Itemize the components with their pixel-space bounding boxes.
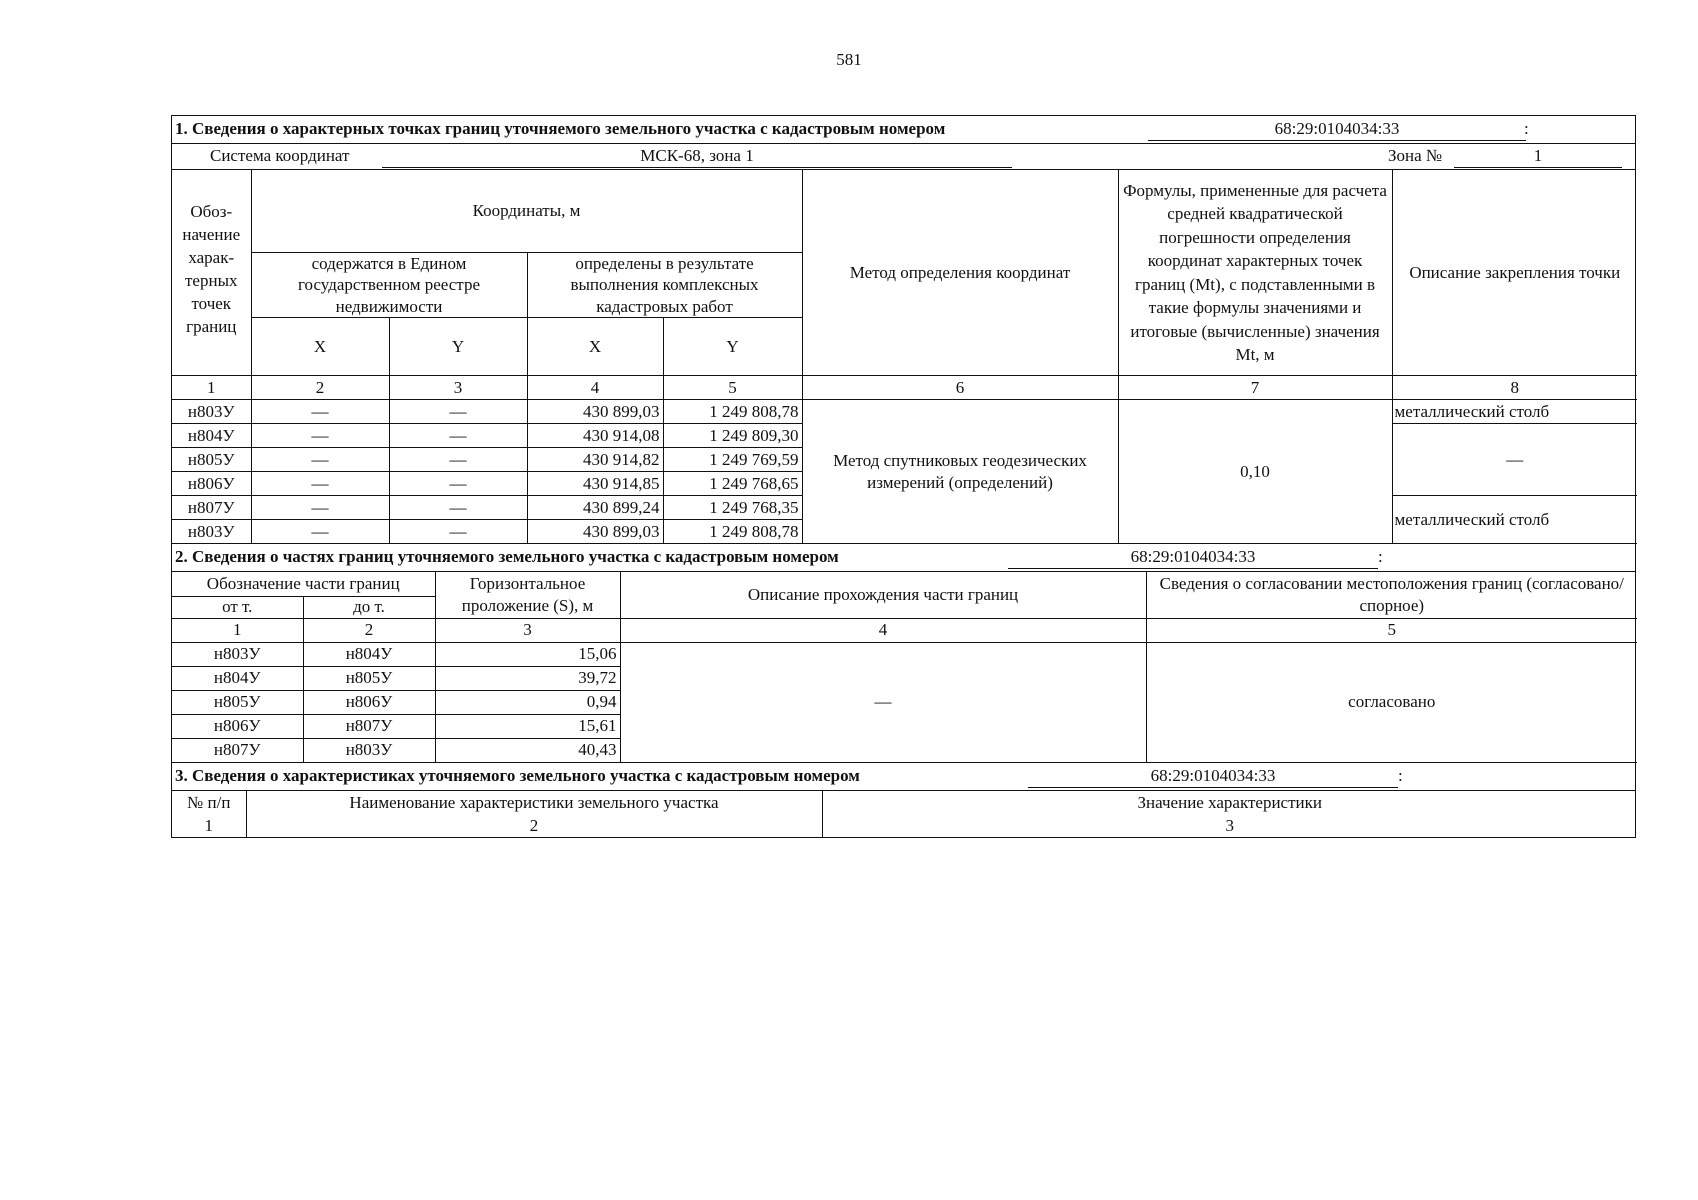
from-point: н806У xyxy=(172,714,303,738)
x-egrn-value: — xyxy=(251,496,389,520)
complex-header: определены в результате выполнения комплексных кадастровых работ xyxy=(527,252,802,318)
col-number: 8 xyxy=(1392,376,1637,400)
col-number: 6 xyxy=(802,376,1118,400)
zone-label: Зона № xyxy=(1388,146,1443,165)
section1-header xyxy=(172,116,1635,144)
points-header-row xyxy=(172,170,1637,252)
part-header: Обозначение части границ xyxy=(172,572,435,596)
to-point: н805У xyxy=(303,666,435,690)
col-number: 2 xyxy=(303,618,435,642)
from-point: н803У xyxy=(172,642,303,666)
y-egrn-value: — xyxy=(389,520,527,544)
agreement-header: Сведения о согласовании местоположения границ (согласовано/спорное) xyxy=(1146,572,1637,618)
col-number: 2 xyxy=(246,815,822,837)
col-number: 3 xyxy=(389,376,527,400)
col-number: 2 xyxy=(251,376,389,400)
y-egrn-value: — xyxy=(389,472,527,496)
section3-header xyxy=(172,763,1635,791)
table-row xyxy=(172,400,1637,424)
section2-header xyxy=(172,544,1635,572)
y-egrn-header: Y xyxy=(389,318,527,376)
to-point: н804У xyxy=(303,642,435,666)
col-number: 5 xyxy=(1146,618,1637,642)
section3-cadastral-number: 68:29:0104034:33 xyxy=(1028,766,1398,788)
from-header: от т. xyxy=(172,596,303,618)
point-id: н804У xyxy=(172,424,251,448)
mt-value: 0,10 xyxy=(1118,400,1392,544)
x-header: X xyxy=(527,318,663,376)
col-number: 7 xyxy=(1118,376,1392,400)
y-value: 1 249 808,78 xyxy=(663,400,802,424)
length-value: 0,94 xyxy=(435,690,620,714)
fixing-value: — xyxy=(1392,424,1637,496)
coord-system-value: МСК-68, зона 1 xyxy=(382,146,1012,168)
coord-system-row xyxy=(172,144,1635,170)
characteristics-table xyxy=(172,791,1637,837)
formulas-header: Формулы, примененные для расчета средней квадратической погрешности определения координат характерных точек границ (Mt), с подставленными в такие формулы значениями и итоговые (вычисленные) значения Mt, м xyxy=(1118,170,1392,376)
designation-header: Обоз-начение харак-терных точек границ xyxy=(172,170,251,376)
egrn-header: содержатся в Едином государственном реестре недвижимости xyxy=(251,252,527,318)
length-value: 15,06 xyxy=(435,642,620,666)
x-value: 430 914,82 xyxy=(527,448,663,472)
x-value: 430 899,24 xyxy=(527,496,663,520)
method-value: Метод спутниковых геодезических измерений (определений) xyxy=(802,400,1118,544)
section1-colon: : xyxy=(1524,119,1529,138)
point-id: н803У xyxy=(172,520,251,544)
y-value: 1 249 769,59 xyxy=(663,448,802,472)
x-egrn-value: — xyxy=(251,520,389,544)
col-number: 4 xyxy=(620,618,1146,642)
section2-colon: : xyxy=(1378,547,1383,566)
point-id: н805У xyxy=(172,448,251,472)
page-number: 581 xyxy=(836,50,862,69)
x-value: 430 899,03 xyxy=(527,520,663,544)
method-header: Метод определения координат xyxy=(802,170,1118,376)
col-number: 4 xyxy=(527,376,663,400)
y-value: 1 249 768,35 xyxy=(663,496,802,520)
section3-colon: : xyxy=(1398,765,1403,785)
section1-title: 1. Сведения о характерных точках границ уточняемого земельного участка с кадастровым номером xyxy=(175,119,946,138)
section2-cadastral-number: 68:29:0104034:33 xyxy=(1008,547,1378,569)
col-number: 5 xyxy=(663,376,802,400)
col-number: 3 xyxy=(822,815,1637,837)
section2-title: 2. Сведения о частях границ уточняемого земельного участка с кадастровым номером xyxy=(175,547,839,566)
x-egrn-value: — xyxy=(251,400,389,424)
coord-system-label: Система координат xyxy=(210,146,350,165)
from-point: н804У xyxy=(172,666,303,690)
points-col-numbers xyxy=(172,376,1637,400)
to-point: н806У xyxy=(303,690,435,714)
y-value: 1 249 809,30 xyxy=(663,424,802,448)
points-table xyxy=(172,170,1637,544)
table-row xyxy=(172,642,1637,666)
from-point: н805У xyxy=(172,690,303,714)
section1-cadastral-number: 68:29:0104034:33 xyxy=(1148,119,1526,141)
x-value: 430 914,85 xyxy=(527,472,663,496)
fixing-header: Описание закрепления точки xyxy=(1392,170,1637,376)
parts-col-numbers xyxy=(172,618,1637,642)
y-value: 1 249 768,65 xyxy=(663,472,802,496)
fixing-value: металлический столб xyxy=(1392,496,1637,544)
col-number: 1 xyxy=(172,618,303,642)
y-egrn-value: — xyxy=(389,424,527,448)
point-id: н803У xyxy=(172,400,251,424)
point-id: н807У xyxy=(172,496,251,520)
x-egrn-value: — xyxy=(251,424,389,448)
characteristics-col-numbers xyxy=(172,815,1637,837)
length-value: 39,72 xyxy=(435,666,620,690)
to-point: н807У xyxy=(303,714,435,738)
zone-value: 1 xyxy=(1454,146,1622,168)
point-id: н806У xyxy=(172,472,251,496)
section3-title: 3. Сведения о характеристиках уточняемого земельного участка с кадастровым номером xyxy=(175,765,860,785)
y-egrn-value: — xyxy=(389,448,527,472)
y-header: Y xyxy=(663,318,802,376)
length-value: 40,43 xyxy=(435,738,620,762)
y-egrn-value: — xyxy=(389,496,527,520)
description-header: Описание прохождения части границ xyxy=(620,572,1146,618)
parts-table xyxy=(172,572,1637,763)
col-number: 3 xyxy=(435,618,620,642)
to-point: н803У xyxy=(303,738,435,762)
description-value: — xyxy=(620,642,1146,762)
length-value: 15,61 xyxy=(435,714,620,738)
x-egrn-header: X xyxy=(251,318,389,376)
col-number: 1 xyxy=(172,815,246,837)
length-header: Горизонтальное проложение (S), м xyxy=(435,572,620,618)
col-number: 1 xyxy=(172,376,251,400)
no-header: № п/п xyxy=(172,791,246,815)
coordinates-header: Координаты, м xyxy=(251,170,802,252)
x-value: 430 899,03 xyxy=(527,400,663,424)
agreement-value: согласовано xyxy=(1146,642,1637,762)
x-egrn-value: — xyxy=(251,448,389,472)
x-egrn-value: — xyxy=(251,472,389,496)
fixing-value: металлический столб xyxy=(1392,400,1637,424)
from-point: н807У xyxy=(172,738,303,762)
to-header: до т. xyxy=(303,596,435,618)
x-value: 430 914,08 xyxy=(527,424,663,448)
document-form xyxy=(171,115,1636,838)
value-header: Значение характеристики xyxy=(822,791,1637,815)
y-egrn-value: — xyxy=(389,400,527,424)
name-header: Наименование характеристики земельного участка xyxy=(246,791,822,815)
y-value: 1 249 808,78 xyxy=(663,520,802,544)
